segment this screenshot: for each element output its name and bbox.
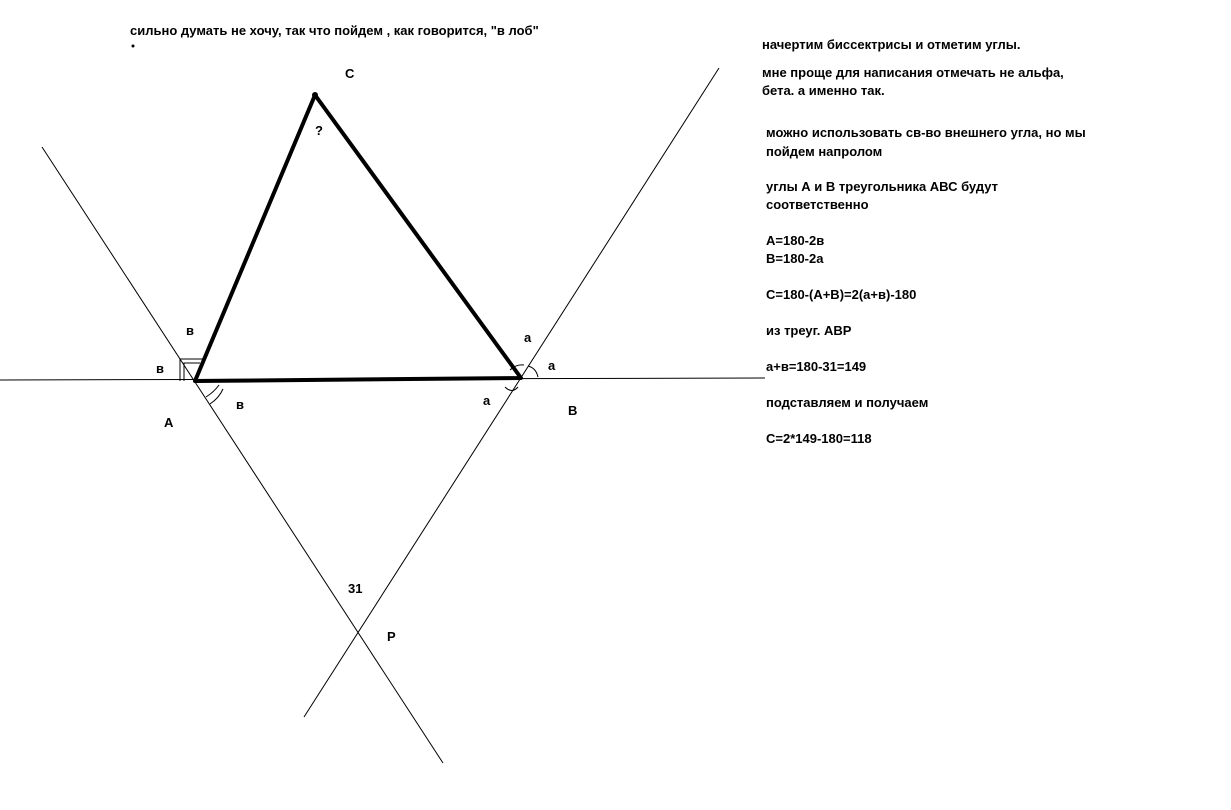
angle-mark-a-lower-2 — [210, 389, 223, 404]
note-line: бета. а именно так. — [762, 83, 885, 98]
angle-label-b-upper: в — [186, 323, 194, 338]
note-line: мне проще для написания отмечать не альфа, — [762, 65, 1064, 80]
angle-label-c-unknown: ? — [315, 123, 323, 138]
bisector-a — [42, 147, 443, 763]
note-line: соответственно — [766, 197, 869, 212]
angle-mark-a-lower — [206, 385, 219, 397]
note-line: из треуг. АВР — [766, 323, 852, 338]
angle-label-a-upper: а — [524, 330, 532, 345]
angle-mark-b-right — [528, 366, 538, 377]
note-line: А=180-2в — [766, 233, 825, 248]
header-text: сильно думать не хочу, так что пойдем , как говорится, "в лоб" — [130, 23, 539, 38]
note-line: С=180-(А+В)=2(а+в)-180 — [766, 287, 917, 302]
vertex-label-p: Р — [387, 629, 396, 644]
angle-label-a-lower: а — [483, 393, 491, 408]
note-line: В=180-2а — [766, 251, 824, 266]
angle-label-b-lower: в — [236, 397, 244, 412]
note-line: а+в=180-31=149 — [766, 359, 867, 374]
vertex-label-b: В — [568, 403, 578, 418]
note-line: углы А и В треугольника АВС будут — [766, 179, 999, 194]
vertex-c-dot — [312, 92, 318, 98]
angle-label-b-left: в — [156, 361, 164, 376]
note-line: начертим биссектрисы и отметим углы. — [762, 37, 1021, 52]
vertex-label-a: А — [164, 415, 174, 430]
note-line: подставляем и получаем — [766, 395, 929, 410]
angle-label-p: 31 — [348, 581, 363, 596]
note-line: можно использовать св-во внешнего угла, но мы — [766, 125, 1086, 140]
triangle-abc — [195, 95, 521, 381]
note-line: С=2*149-180=118 — [766, 431, 872, 446]
vertex-label-c: С — [345, 66, 355, 81]
stray-dot — [132, 45, 135, 48]
note-line: пойдем напролом — [766, 144, 883, 159]
angle-mark-b-lower — [505, 387, 518, 391]
angle-label-a-right: а — [548, 358, 556, 373]
